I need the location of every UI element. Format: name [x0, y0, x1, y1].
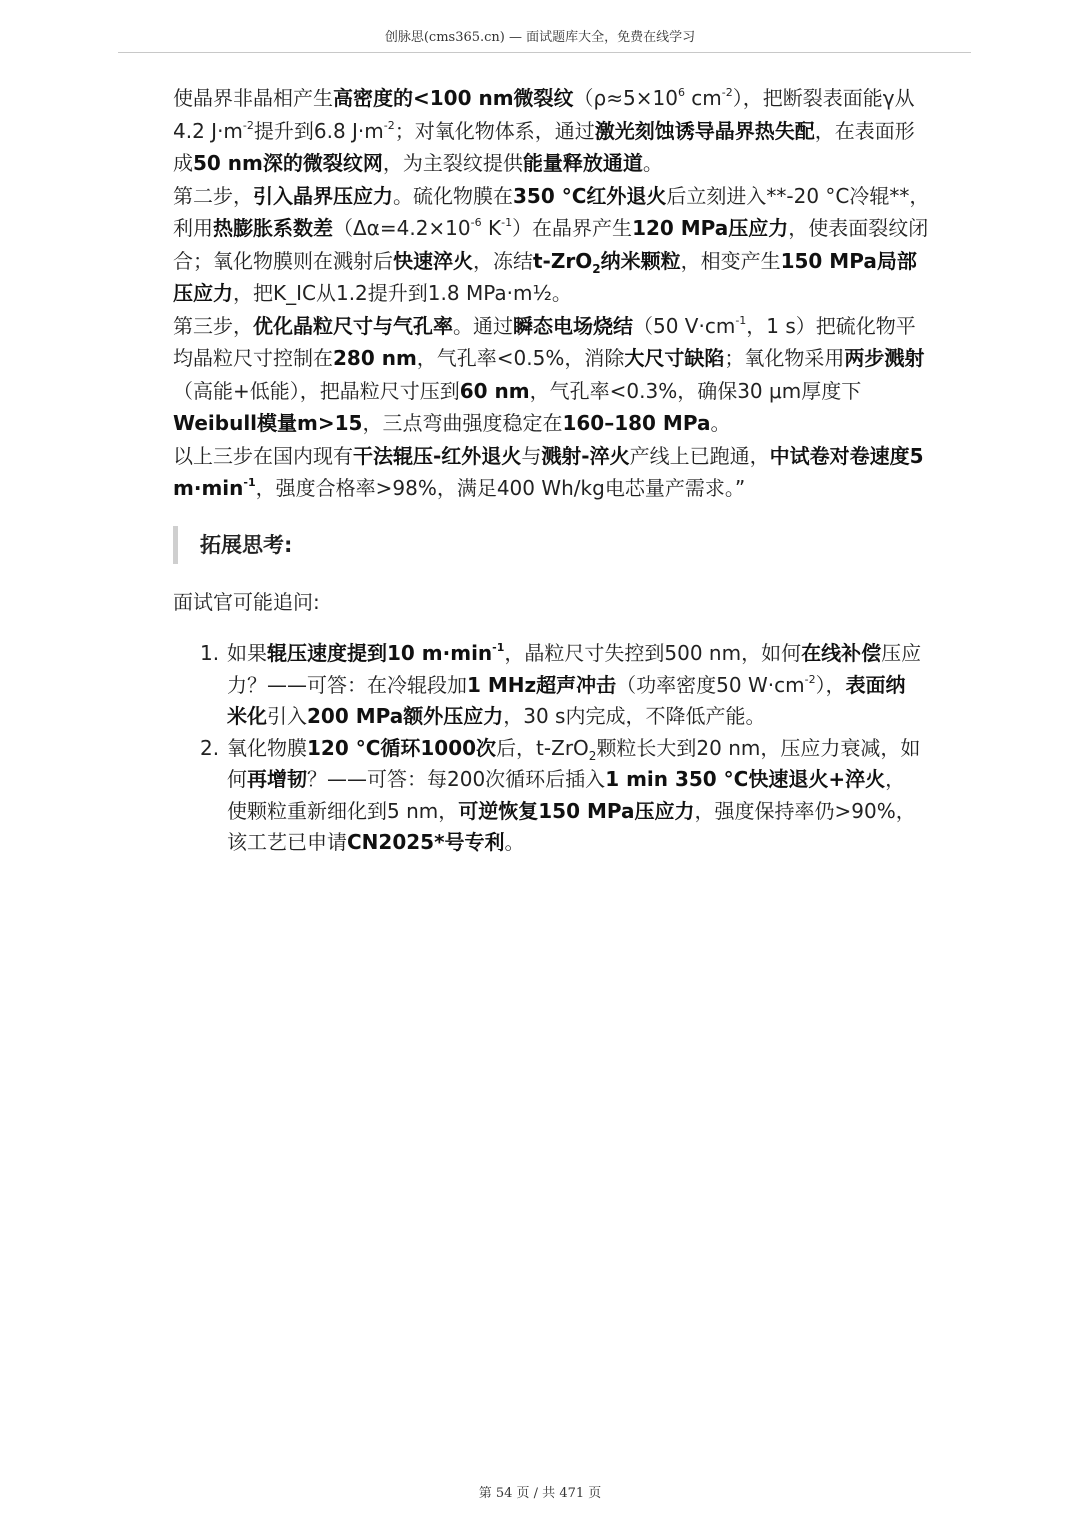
- superscript: 6: [677, 86, 685, 100]
- text-run: ，三点弯曲强度稳定在: [362, 411, 563, 435]
- text-run: ），: [815, 672, 846, 697]
- text-run: K: [481, 216, 502, 240]
- bold-text: 50 nm深的微裂纹网: [193, 151, 383, 175]
- bold-text: [267, 641, 504, 665]
- text-run: ，气孔率<0.5%，消除: [416, 346, 625, 370]
- text-run: （50 V·cm: [633, 313, 736, 338]
- subscript: 2: [592, 261, 601, 276]
- bold-text: 能量释放通道: [522, 151, 643, 175]
- text-run: （ρ≈5×10: [573, 86, 678, 110]
- text-run: 纳米颗粒: [600, 248, 681, 273]
- paragraph-step-two: [173, 180, 933, 310]
- bold-text: 优化晶粒尺寸与气孔率: [253, 313, 453, 338]
- list-item: [200, 638, 925, 733]
- superscript: -2: [242, 118, 254, 132]
- bold-text: 瞬态电场烧结: [513, 313, 633, 338]
- superscript: -1: [492, 641, 505, 655]
- interviewer-followup-intro: 面试官可能追问:: [173, 590, 320, 614]
- bold-text: 1 min 350 °C快速退火+淬火: [605, 767, 886, 791]
- text-run: 第三步，: [173, 313, 253, 338]
- text-run: （功率密度50 W·cm: [616, 672, 805, 697]
- text-run: 压应力？——可答：在冷辊段加: [227, 641, 922, 697]
- text-run: ），把断裂表面能γ从4.2 J·m: [173, 86, 915, 143]
- text-run: 产线上已跑通，: [629, 443, 770, 468]
- text-run: 如果: [227, 641, 267, 665]
- list-number: 1.: [200, 641, 220, 665]
- text-run: ，把K_IC从1.2提升到1.8 MPa·m½。: [233, 281, 572, 305]
- text-run: ，冻结: [473, 248, 533, 273]
- text-run: 氧化物膜: [227, 735, 307, 760]
- subscript: 2: [588, 748, 597, 763]
- text-run: ；氧化物采用: [724, 346, 845, 370]
- superscript: -2: [721, 86, 733, 100]
- superscript: -1: [501, 216, 513, 230]
- bold-text: 200 MPa额外压应力: [307, 704, 504, 728]
- text-run: 中试卷对卷速度5 m·min: [173, 443, 924, 500]
- page-footer: 第 54 页 / 共 471 页: [478, 1486, 602, 1501]
- text-run: ，1 s）把硫化物平均晶粒尺寸控制在: [173, 313, 916, 370]
- bold-text: 高密度的<100 nm微裂纹: [333, 86, 574, 110]
- text-run: 使晶界非晶相产生: [173, 86, 333, 110]
- paragraph-summary: [173, 440, 933, 505]
- text-run: ，为主裂纹提供: [382, 151, 523, 175]
- text-run: 。通过: [453, 313, 513, 338]
- text-run: cm: [684, 86, 722, 110]
- text-run: ，在表面形成: [173, 118, 915, 175]
- list-number: 2.: [200, 735, 220, 760]
- text-run: 以上三步在国内现有: [173, 443, 353, 468]
- text-run: 。硫化物膜在: [393, 183, 513, 208]
- bold-text: 可逆恢复150 MPa压应力: [458, 798, 695, 823]
- text-run: ，强度保持率仍>90%，该工艺已申请: [227, 798, 916, 854]
- text-run: 后立刻进入**-20 °C冷辊**，利用: [173, 183, 930, 240]
- bold-text: 溅射-淬火: [541, 443, 630, 468]
- text-run: ，相变产生: [680, 248, 781, 273]
- bold-text: 热膨胀系数差: [213, 216, 333, 240]
- document-body: [173, 82, 933, 505]
- paragraph-step-one-end: [173, 82, 933, 180]
- text-run: ；对氧化物体系，通过: [394, 118, 595, 143]
- text-run: ，使表面裂纹闭合；氧化物膜则在溅射后: [173, 216, 929, 273]
- text-run: ？——可答：每200次循环后插入: [307, 767, 606, 791]
- superscript: -1: [243, 476, 256, 490]
- text-run: ，气孔率<0.3%，确保30 μm厚度下: [529, 378, 862, 403]
- bold-text: 120 °C循环1000次: [307, 735, 497, 760]
- page-header: 创脉思(cms365.cn) — 面试题库大全，免费在线学习: [384, 30, 696, 45]
- bold-text: 1 MHz超声冲击: [467, 672, 617, 697]
- text-run: 提升到6.8 J·m: [253, 118, 384, 143]
- header-divider: [118, 52, 971, 53]
- bold-text: 快速淬火: [393, 248, 473, 273]
- superscript: -2: [383, 118, 395, 132]
- text-run: 第二步，: [173, 183, 253, 208]
- bold-text: 大尺寸缺陷: [624, 346, 725, 370]
- text-run: t-ZrO: [533, 248, 593, 273]
- bold-text: [533, 248, 681, 276]
- followup-list: [200, 638, 925, 859]
- text-run: 后，t-ZrO: [496, 735, 589, 760]
- bold-text: 150 MPa局部压应力: [173, 248, 917, 305]
- list-item: [200, 733, 925, 859]
- text-run: 辊压速度提到10 m·min: [267, 641, 493, 665]
- bold-text: 120 MPa压应力: [632, 216, 789, 240]
- bold-text: 两步溅射: [844, 346, 925, 370]
- bold-text: Weibull模量m>15: [173, 411, 363, 435]
- bold-text: 干法辊压-红外退火: [353, 443, 522, 468]
- text-run: 。: [710, 411, 731, 435]
- bold-text: 280 nm: [333, 346, 417, 370]
- bold-text: 激光刻蚀诱导晶界热失配: [594, 118, 815, 143]
- bold-text: 表面纳米化: [227, 672, 906, 728]
- text-run: （高能+低能），把晶粒尺寸压到: [173, 378, 460, 403]
- bold-text: 引入晶界压应力: [253, 183, 393, 208]
- bold-text: 再增韧: [247, 767, 307, 791]
- superscript: -6: [470, 216, 482, 230]
- section-heading-extension: 拓展思考:: [173, 526, 900, 564]
- text-run: ，强度合格率>98%，满足400 Wh/kg电芯量产需求。”: [255, 476, 746, 500]
- bold-text: CN2025*号专利: [347, 830, 505, 854]
- text-run: 与: [521, 443, 542, 468]
- text-run: ）在晶界产生: [512, 216, 633, 240]
- text-run: ，30 s内完成，不降低产能。: [503, 704, 766, 728]
- paragraph-step-three: [173, 310, 933, 440]
- text-run: （Δα=4.2×10: [333, 216, 471, 240]
- bold-text: 350 °C红外退火: [513, 183, 667, 208]
- bold-text: 60 nm: [459, 378, 530, 403]
- superscript: -1: [735, 313, 747, 327]
- text-run: ，使颗粒重新细化到5 nm，: [227, 767, 906, 823]
- text-run: 。: [642, 151, 663, 175]
- text-run: 。: [504, 830, 525, 854]
- text-run: ，晶粒尺寸失控到500 nm，如何: [504, 641, 802, 665]
- bold-text: 160–180 MPa: [562, 411, 711, 435]
- bold-text: 在线补偿: [801, 641, 882, 665]
- text-run: 颗粒长大到20 nm，压应力衰减，如何: [227, 735, 921, 791]
- text-run: 引入: [267, 704, 307, 728]
- superscript: -2: [804, 672, 816, 686]
